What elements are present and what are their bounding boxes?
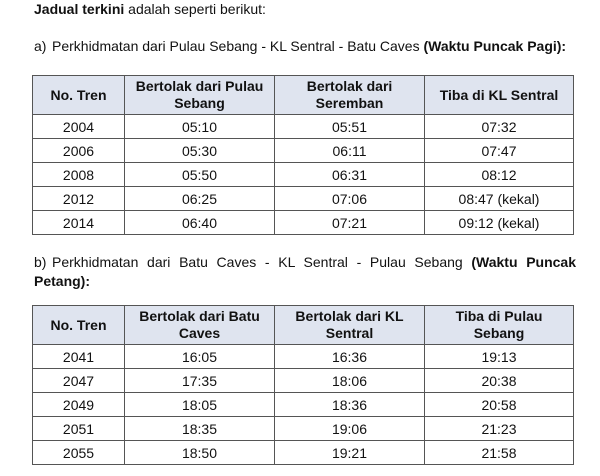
time-cell: 20:38 — [425, 369, 574, 393]
train-no-cell: 2055 — [33, 441, 125, 465]
time-cell: 18:36 — [275, 393, 425, 417]
train-no-cell: 2004 — [33, 115, 125, 139]
time-cell: 19:06 — [275, 417, 425, 441]
train-no-cell: 2008 — [33, 163, 125, 187]
time-cell: 16:05 — [125, 345, 275, 369]
time-cell: 05:30 — [125, 139, 275, 163]
time-cell: 19:21 — [275, 441, 425, 465]
time-cell: 09:12 (kekal) — [425, 211, 574, 235]
time-cell: 07:21 — [275, 211, 425, 235]
table-header-row — [33, 76, 574, 115]
time-cell: 05:50 — [125, 163, 275, 187]
train-no-cell: 2047 — [33, 369, 125, 393]
train-no-cell: 2012 — [33, 187, 125, 211]
train-no-cell: 2049 — [33, 393, 125, 417]
table-header-row — [33, 306, 574, 345]
intro-text — [34, 0, 266, 18]
time-cell: 19:13 — [425, 345, 574, 369]
header-depart-origin: Bertolak dari Batu Caves — [125, 306, 275, 345]
header-depart-origin: Bertolak dari Pulau Sebang — [125, 76, 275, 115]
train-no-cell: 2041 — [33, 345, 125, 369]
header-arrive: Tiba di Pulau Sebang — [425, 306, 574, 345]
intro-bold: Jadual terkini — [34, 1, 125, 17]
time-cell: 08:47 (kekal) — [425, 187, 574, 211]
section-a-heading — [34, 37, 566, 56]
header-train-no: No. Tren — [33, 306, 125, 345]
time-cell: 06:31 — [275, 163, 425, 187]
section-a-marker: a) — [34, 38, 47, 54]
train-no-cell: 2051 — [33, 417, 125, 441]
time-cell: 16:36 — [275, 345, 425, 369]
time-cell: 07:32 — [425, 115, 574, 139]
time-cell: 20:58 — [425, 393, 574, 417]
time-cell: 18:06 — [275, 369, 425, 393]
train-no-cell: 2014 — [33, 211, 125, 235]
time-cell: 18:50 — [125, 441, 275, 465]
table-row — [33, 393, 574, 417]
section-b-text: Perkhidmatan dari Batu Caves - KL Sentral - Pulau Sebang — [52, 254, 472, 270]
section-b-bold: (Waktu Puncak Petang): — [34, 254, 576, 289]
table-row — [33, 441, 574, 465]
table-row — [33, 115, 574, 139]
table-row — [33, 139, 574, 163]
section-b-heading — [34, 253, 576, 291]
time-cell: 18:05 — [125, 393, 275, 417]
time-cell: 05:10 — [125, 115, 275, 139]
header-train-no: No. Tren — [33, 76, 125, 115]
time-cell: 17:35 — [125, 369, 275, 393]
table-row — [33, 187, 574, 211]
table-row — [33, 369, 574, 393]
schedule-table-morning — [32, 75, 574, 235]
table-row — [33, 211, 574, 235]
schedule-table-evening — [32, 305, 574, 465]
table-row — [33, 345, 574, 369]
table-row — [33, 163, 574, 187]
section-a-bold: (Waktu Puncak Pagi): — [423, 38, 567, 54]
time-cell: 08:12 — [425, 163, 574, 187]
time-cell: 06:40 — [125, 211, 275, 235]
time-cell: 06:11 — [275, 139, 425, 163]
time-cell: 06:25 — [125, 187, 275, 211]
time-cell: 07:06 — [275, 187, 425, 211]
header-depart-mid: Bertolak dari KL Sentral — [275, 306, 425, 345]
header-arrive: Tiba di KL Sentral — [425, 76, 574, 115]
section-a-text: Perkhidmatan dari Pulau Sebang - KL Sentral - Batu Caves — [52, 38, 424, 54]
time-cell: 21:23 — [425, 417, 574, 441]
intro-rest: adalah seperti berikut: — [124, 1, 266, 17]
time-cell: 21:58 — [425, 441, 574, 465]
time-cell: 05:51 — [275, 115, 425, 139]
table-row — [33, 417, 574, 441]
time-cell: 07:47 — [425, 139, 574, 163]
section-b-marker: b) — [34, 254, 47, 270]
time-cell: 18:35 — [125, 417, 275, 441]
train-no-cell: 2006 — [33, 139, 125, 163]
header-depart-mid: Bertolak dari Seremban — [275, 76, 425, 115]
